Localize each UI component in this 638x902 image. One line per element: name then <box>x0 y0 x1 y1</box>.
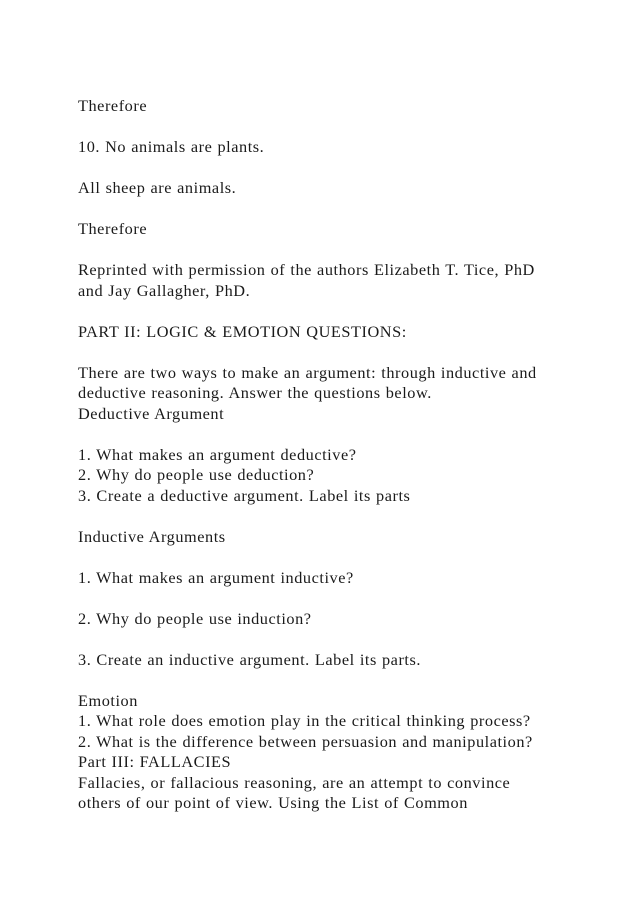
text-line: 2. Why do people use induction? <box>78 608 312 628</box>
text-line: All sheep are animals. <box>78 178 237 197</box>
text-line: 1. What makes an argument inductive? <box>78 567 354 587</box>
paragraph-gap <box>78 158 618 179</box>
text-line: others of our point of view. Using the List of Common <box>78 793 468 812</box>
text-line: 3. Create a deductive argument. Label its parts <box>78 485 411 505</box>
paragraph-gap <box>78 117 618 138</box>
paragraph-gap <box>78 629 618 650</box>
document-body <box>78 96 618 814</box>
text-line: 1. What makes an argument deductive? <box>78 444 357 464</box>
text-line: 2. What is the difference between persuasion and manipulation? <box>78 731 533 751</box>
paragraph-gap <box>78 342 618 363</box>
text-line: 2. Why do people use deduction? <box>78 465 315 484</box>
text-line: Part III: FALLACIES <box>78 752 232 771</box>
text-line: PART II: LOGIC & EMOTION QUESTIONS: <box>78 321 407 341</box>
text-line: Inductive Arguments <box>78 526 226 546</box>
text-line: and Jay Gallagher, PhD. <box>78 280 251 300</box>
paragraph-gap <box>78 199 618 220</box>
text-line: Reprinted with permission of the authors Elizabeth T. Tice, PhD <box>78 260 535 279</box>
text-line: Fallacies, or fallacious reasoning, are an attempt to convince <box>78 772 511 792</box>
paragraph-gap <box>78 301 618 322</box>
paragraph-gap <box>78 670 618 691</box>
text-line: Therefore <box>78 96 148 115</box>
text-line: 10. No animals are plants. <box>78 137 265 156</box>
paragraph-gap <box>78 240 618 261</box>
paragraph-gap <box>78 547 618 568</box>
paragraph-gap <box>78 506 618 527</box>
text-line: Emotion <box>78 690 138 710</box>
paragraph-gap <box>78 588 618 609</box>
text-line: deductive reasoning. Answer the questions below. <box>78 383 432 402</box>
text-line: Therefore <box>78 219 148 238</box>
paragraph-gap <box>78 424 618 445</box>
text-line: 1. What role does emotion play in the critical thinking process? <box>78 711 531 730</box>
text-line: There are two ways to make an argument: through inductive and <box>78 362 537 382</box>
text-line: Deductive Argument <box>78 403 225 423</box>
text-line: 3. Create an inductive argument. Label its parts. <box>78 649 422 669</box>
